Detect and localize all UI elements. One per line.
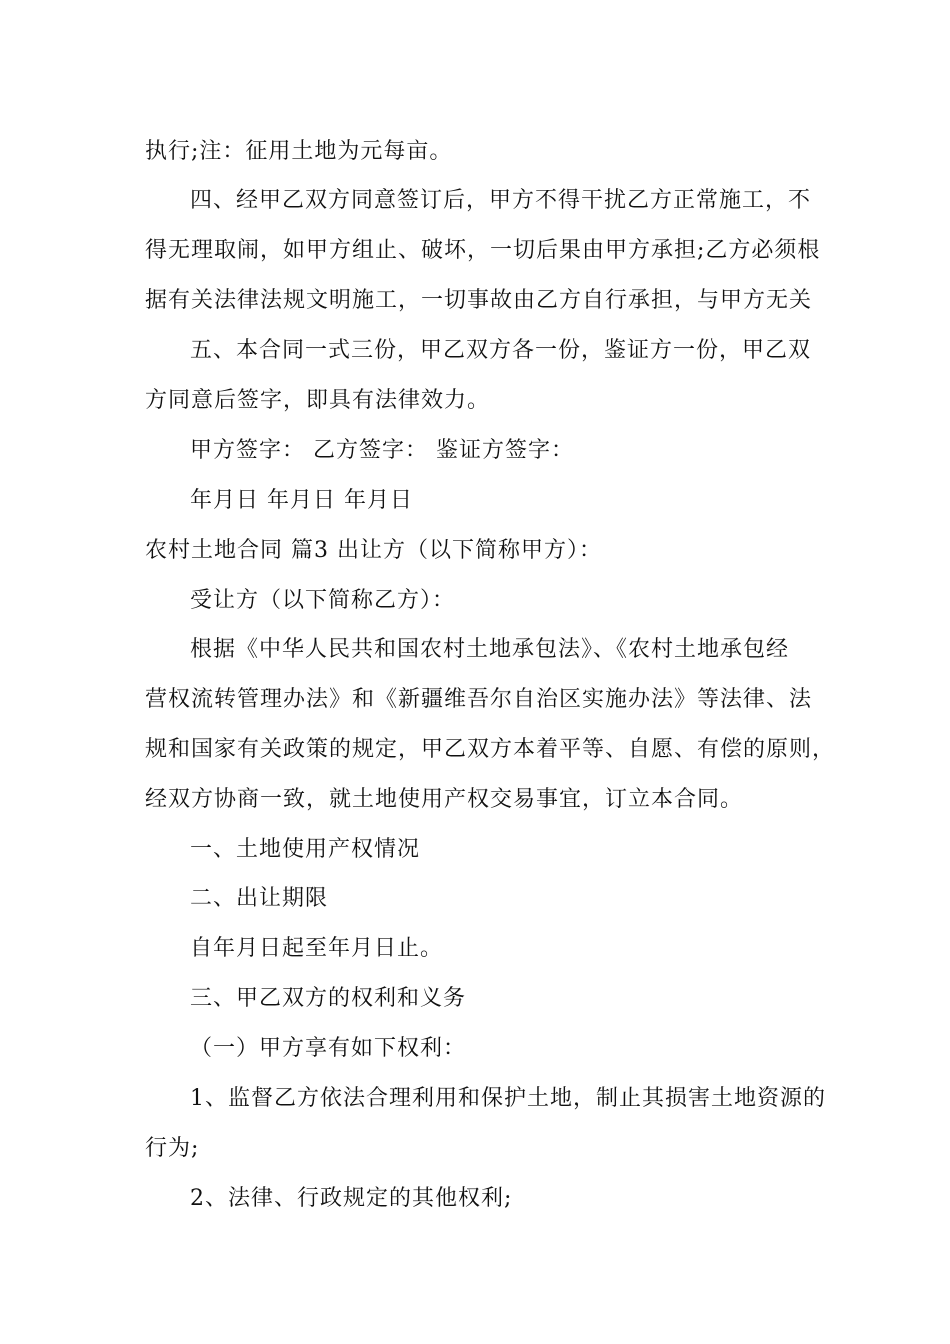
text-line: 据有关法律法规文明施工，一切事故由乙方自行承担，与甲方无关 <box>145 288 813 313</box>
text-line: 2、法律、行政规定的其他权利; <box>190 1186 513 1211</box>
text-line: 五、本合同一式三份，甲乙双方各一份，鉴证方一份，甲乙双 <box>190 338 812 363</box>
section-heading: 农村土地合同 篇3 出让方（以下简称甲方）： <box>145 538 602 563</box>
text-line: 经双方协商一致，就土地使用产权交易事宜，订立本合同。 <box>145 787 744 812</box>
text-line: 规和国家有关政策的规定，甲乙双方本着平等、自愿、有偿的原则， <box>145 737 836 762</box>
text-line: 三、甲乙双方的权利和义务 <box>190 986 467 1011</box>
text-line: 年月日 年月日 年月日 <box>190 488 413 513</box>
text-line: 二、出让期限 <box>190 886 329 911</box>
text-line: 根据《中华人民共和国农村土地承包法》、《农村土地承包经 <box>190 637 790 662</box>
text-line: 受让方（以下简称乙方）： <box>190 588 456 613</box>
text-line: 方同意后签字，即具有法律效力。 <box>145 388 491 413</box>
text-line: 1、监督乙方依法合理利用和保护土地，制止其损害土地资源的 <box>190 1086 826 1111</box>
text-line: 自年月日起至年月日止。 <box>190 936 444 961</box>
text-line: 执行;注：征用土地为元每亩。 <box>145 139 453 164</box>
text-line: 行为; <box>145 1136 200 1161</box>
text-line: 得无理取闹，如甲方组止、破坏，一切后果由甲方承担;乙方必须根 <box>145 238 821 263</box>
text-line: （一）甲方享有如下权利： <box>190 1036 467 1061</box>
text-line: 一、土地使用产权情况 <box>190 837 421 862</box>
text-line: 甲方签字： 乙方签字： 鉴证方签字： <box>190 438 574 463</box>
text-line: 四、经甲乙双方同意签订后，甲方不得干扰乙方正常施工，不 <box>190 188 812 213</box>
text-line: 营权流转管理办法》和《新疆维吾尔自治区实施办法》等法律、法 <box>145 687 813 712</box>
